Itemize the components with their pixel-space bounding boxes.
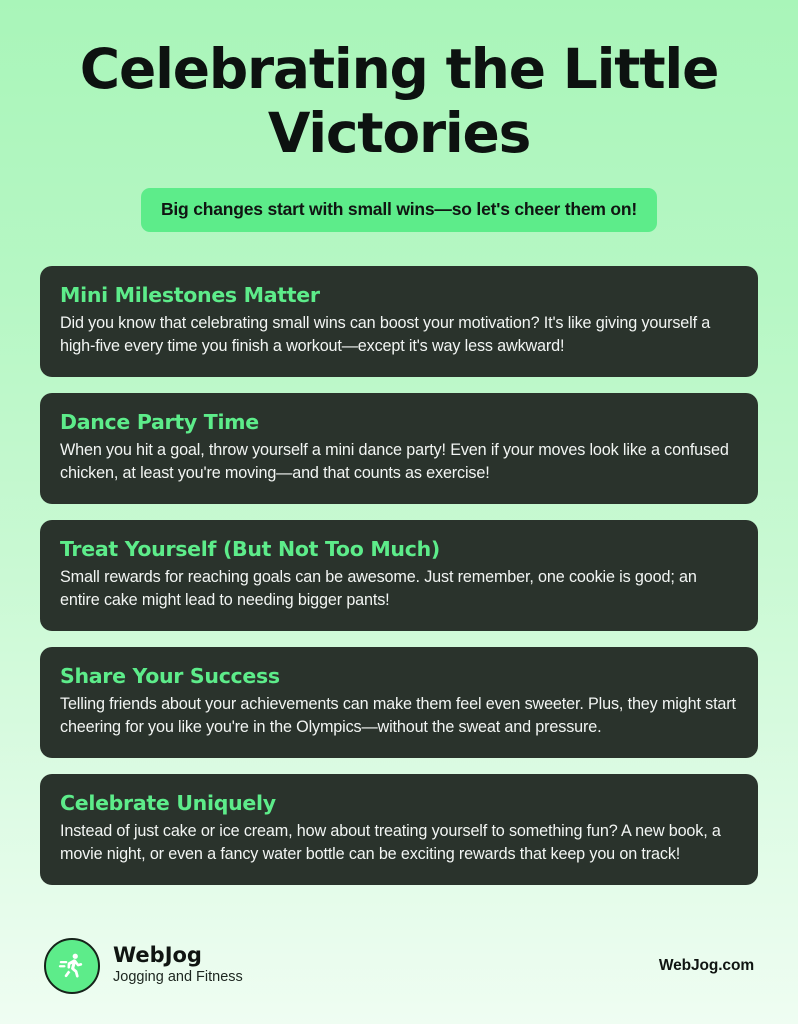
card-title: Treat Yourself (But Not Too Much) [60,536,440,561]
page-title: Celebrating the Little Victories [79,37,719,165]
card-body: When you hit a goal, throw yourself a mini dance party! Even if your moves look like a confused chicken, at least you're moving—and that counts as exercise! [60,440,729,482]
card-body: Did you know that celebrating small wins can boost your motivation? It's like giving yourself a high-five every time you finish a workout—except it's way less awkward! [60,313,711,355]
brand-text [113,943,243,989]
card-body: Instead of just cake or ice cream, how about treating yourself to something fun? A new book, a movie night, or even a fancy water bottle can be exciting rewards that keep you on track! [60,821,721,863]
website-url: WebJog.com [658,957,754,974]
runner-icon [44,938,100,994]
brand-name: WebJog [113,943,202,968]
poster-footer [0,926,798,1024]
list-item [40,393,758,504]
poster-header [0,0,798,232]
card-body: Telling friends about your achievements can make them feel even sweeter. Plus, they might start cheering for you like you're in the Olympics—without the sweat and pressure. [60,694,736,736]
card-title: Share Your Success [60,663,280,688]
list-item [40,774,758,885]
card-title: Celebrate Uniquely [60,790,276,815]
subtitle-container [40,188,758,232]
brand [44,938,243,994]
card-body: Small rewards for reaching goals can be awesome. Just remember, one cookie is good; an entire cake might lead to needing bigger pants! [60,567,697,609]
card-title: Mini Milestones Matter [60,282,320,307]
list-item [40,647,758,758]
card-title: Dance Party Time [60,409,259,434]
subtitle-badge: Big changes start with small wins—so let's cheer them on! [141,188,657,232]
tips-list [0,266,798,926]
list-item [40,520,758,631]
list-item [40,266,758,377]
brand-tagline: Jogging and Fitness [113,969,243,986]
